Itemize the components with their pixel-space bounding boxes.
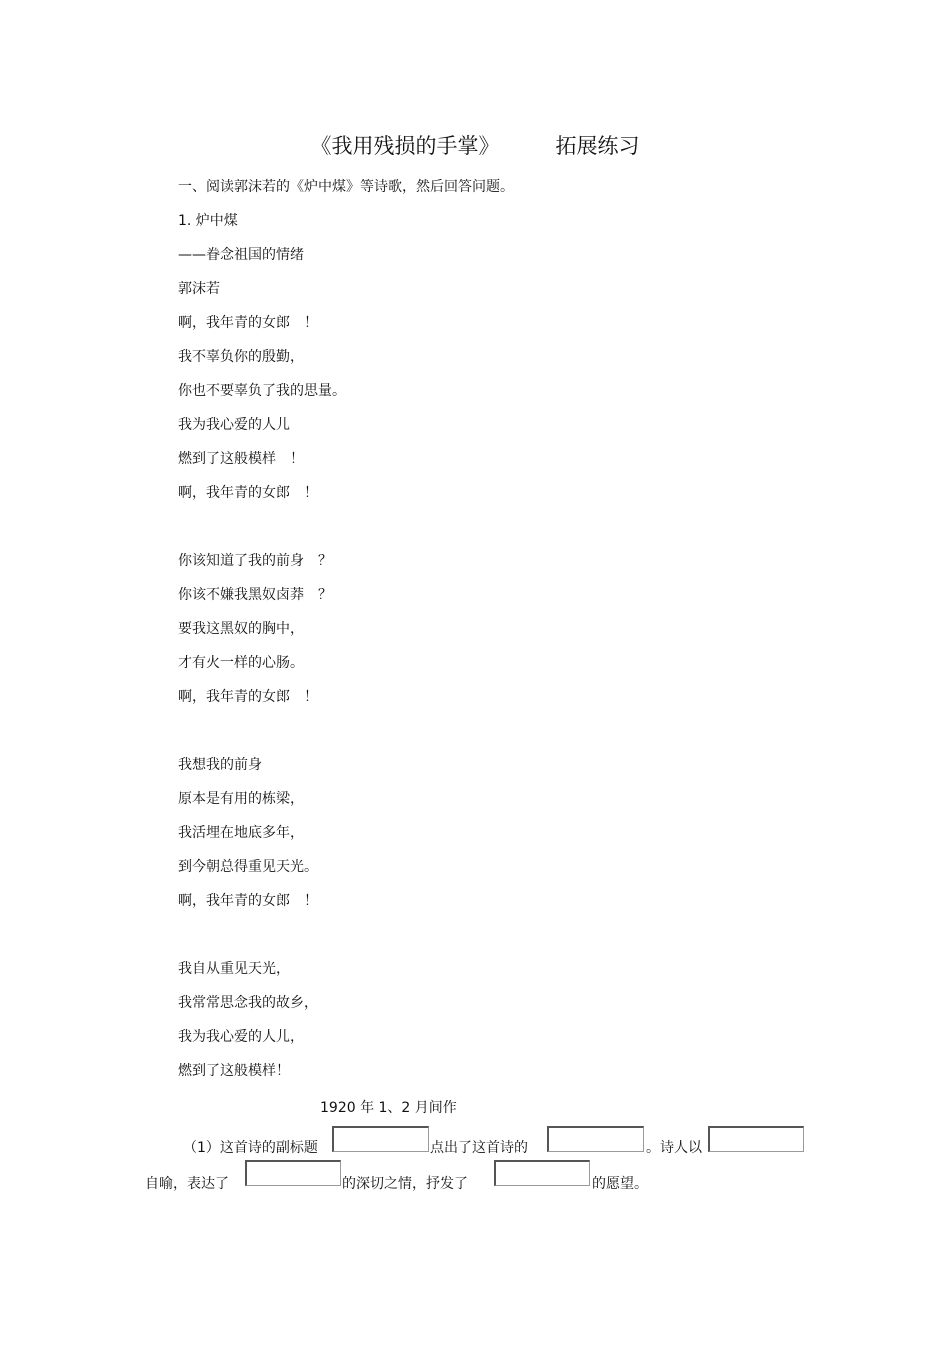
poem-line: 到今朝总得重见天光。 [178, 859, 318, 875]
title-sub: 拓展练习 [555, 134, 640, 158]
poem-line: 你也不要辜负了我的思量。 [178, 383, 346, 399]
poem-line: 原本是有用的栋梁， [178, 791, 304, 807]
poem-line: 啊，我年青的女郎 ！ [178, 485, 318, 501]
answer-blank-2[interactable] [547, 1126, 644, 1152]
poem-line: 我不辜负你的殷勤， [178, 349, 304, 365]
poem-line: 要我这黑奴的胸中， [178, 621, 304, 637]
answer-blank-1[interactable] [332, 1126, 429, 1152]
answer-blank-3[interactable] [708, 1126, 804, 1152]
poem-line: 才有火一样的心肠。 [178, 655, 304, 671]
answer-blank-5[interactable] [494, 1160, 590, 1186]
poem-heading: 1. 炉中煤 [178, 213, 238, 229]
poem-line: 燃到了这般模样 ！ [178, 451, 304, 467]
instruction-text: 一、阅读郭沫若的《炉中煤》等诗歌，然后回答问题。 [178, 179, 514, 195]
poem-date: 1920 年 1、2 月间作 [320, 1100, 457, 1116]
question-text-5: 的深切之情，抒发了 [342, 1176, 468, 1192]
question-text-2: 点出了这首诗的 [430, 1140, 528, 1156]
poem-line: 我想我的前身 [178, 757, 262, 773]
question-text-4: 自喻，表达了 [145, 1176, 229, 1192]
question-text-6: 的愿望。 [592, 1176, 648, 1192]
question-text-1: （1）这首诗的副标题 [183, 1140, 318, 1156]
poem-line: 你该不嫌我黑奴卤莽 ？ [178, 587, 332, 603]
poem-line: 啊，我年青的女郎 ！ [178, 689, 318, 705]
poem-line: 我常常思念我的故乡， [178, 995, 318, 1011]
poem-line: 我为我心爱的人儿， [178, 1029, 304, 1045]
poem-subtitle: ——眷念祖国的情绪 [178, 247, 304, 263]
poem-author: 郭沫若 [178, 281, 220, 297]
title-main: 《我用残损的手掌》 [310, 134, 500, 158]
poem-line: 你该知道了我的前身 ？ [178, 553, 332, 569]
poem-line: 啊，我年青的女郎 ！ [178, 315, 318, 331]
poem-line: 我活埋在地底多年， [178, 825, 304, 841]
poem-line: 燃到了这般模样！ [178, 1063, 290, 1079]
question-text-3: 。诗人以 [646, 1140, 702, 1156]
document-title [0, 130, 950, 160]
poem-line: 我自从重见天光， [178, 961, 290, 977]
answer-blank-4[interactable] [245, 1160, 341, 1186]
poem-line: 我为我心爱的人儿 [178, 417, 290, 433]
poem-line: 啊，我年青的女郎 ！ [178, 893, 318, 909]
poem [178, 211, 346, 1095]
